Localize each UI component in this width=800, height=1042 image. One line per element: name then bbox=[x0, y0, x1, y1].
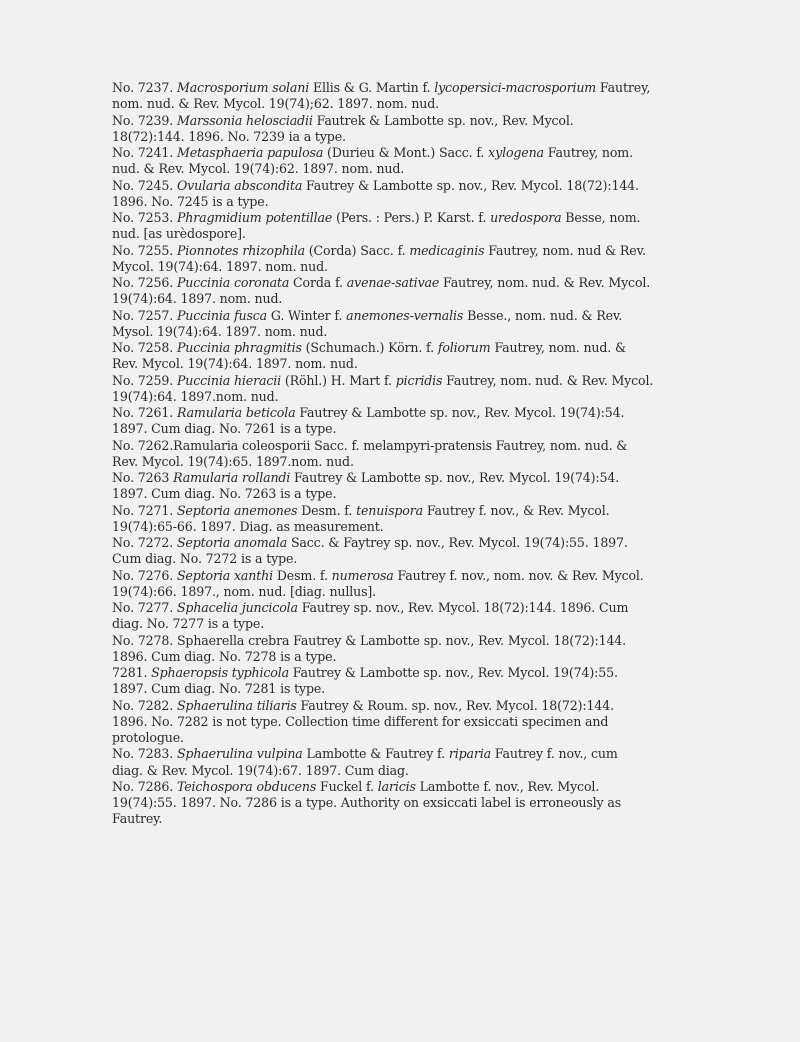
catalog-entry bbox=[112, 80, 712, 113]
entry-text: 19(74):55. 1897. No. 7286 is a type. Authority on exsiccati label is erroneously as bbox=[112, 795, 622, 810]
catalog-entry bbox=[112, 600, 712, 633]
entry-text: Desm. f. bbox=[297, 502, 357, 518]
entry-text: Fautrey & Lambotte sp. nov., Rev. Mycol. 19(74):54. bbox=[290, 470, 620, 485]
taxon-name: lycopersici-macrosporium bbox=[434, 80, 597, 95]
entry-text: Fautrey, nom. nud. & Rev. Mycol. bbox=[442, 372, 654, 388]
taxon-name: Puccinia hieracii bbox=[176, 372, 282, 388]
entry-text: Mysol. 19(74):64. 1897. nom. nud. bbox=[112, 323, 328, 339]
entry-text: No. 7259. bbox=[112, 372, 177, 388]
entry-text: 19(74):66. 1897., nom. nud. [diag. nullus]. bbox=[112, 583, 377, 599]
taxon-name: xylogena bbox=[488, 145, 544, 160]
entry-text: No. 7278. Sphaerella crebra Fautrey & Lambotte sp. nov., Rev. Mycol. 18(72):144. bbox=[112, 632, 627, 648]
entry-text: 1896. Cum diag. No. 7278 is a type. bbox=[112, 648, 337, 664]
entry-text: Fautrey & Lambotte sp. nov., Rev. Mycol. 19(74):55. bbox=[288, 665, 618, 680]
entry-text: 19(74):65-66. 1897. Diag. as measurement. bbox=[112, 518, 384, 534]
entry-text: Fautrek & Lambotte sp. nov., Rev. Mycol. bbox=[312, 112, 574, 128]
entry-text: Rev. Mycol. 19(74):65. 1897.nom. nud. bbox=[112, 453, 354, 469]
entry-text: No. 7245. bbox=[112, 177, 177, 193]
entry-text: 1897. Cum diag. No. 7261 is a type. bbox=[112, 421, 337, 437]
taxon-name: Septoria anemones bbox=[176, 502, 298, 518]
entry-text: Fautrey f. nov., cum bbox=[490, 746, 618, 762]
entry-text: Fautrey & Roum. sp. nov., Rev. Mycol. 18(72):144. bbox=[296, 697, 614, 713]
entry-text: (Durieu & Mont.) Sacc. f. bbox=[323, 145, 489, 160]
entry-text: No. 7239. bbox=[112, 112, 177, 128]
entry-text: Lambotte & Fautrey f. bbox=[302, 746, 449, 762]
catalog-entry bbox=[112, 779, 712, 828]
entry-text: Fautrey f. nov., nom. nov. & Rev. Mycol. bbox=[393, 567, 644, 583]
taxon-name: Metasphaeria papulosa bbox=[176, 145, 324, 160]
taxon-name: tenuispora bbox=[356, 502, 423, 518]
entry-text: Fautrey, nom. nud. & Rev. Mycol. bbox=[439, 275, 651, 290]
taxon-name: Sphaerulina tiliaris bbox=[176, 697, 297, 713]
catalog-entry bbox=[112, 568, 712, 601]
entry-text: No. 7241. bbox=[112, 145, 177, 160]
taxon-name: Macrosporium solani bbox=[176, 80, 310, 95]
entry-text: Fautrey sp. nov., Rev. Mycol. 18(72):144. 1896. Cum bbox=[297, 600, 629, 615]
entry-text: Fautrey & Lambotte sp. nov., Rev. Mycol. 18(72):144. bbox=[302, 177, 639, 193]
taxon-name: Sphacelia juncicola bbox=[176, 600, 298, 615]
entry-text: No. 7262.Ramularia coleosporii Sacc. f. melampyri-pratensis Fautrey, nom. nud. & bbox=[112, 437, 628, 453]
taxon-name: Puccinia phragmitis bbox=[176, 340, 302, 355]
entry-text: G. Winter f. bbox=[267, 307, 347, 323]
catalog-entry bbox=[112, 698, 712, 747]
taxon-name: anemones-vernalis bbox=[346, 307, 464, 323]
catalog-entry bbox=[112, 405, 712, 438]
catalog-entry bbox=[112, 243, 712, 276]
entry-text: No. 7276. bbox=[112, 567, 177, 583]
catalog-entry bbox=[112, 503, 712, 536]
entry-text: Mycol. 19(74):64. 1897. nom. nud. bbox=[112, 258, 328, 274]
entry-text: No. 7272. bbox=[112, 535, 177, 550]
catalog-entry bbox=[112, 665, 712, 698]
catalog-entry bbox=[112, 275, 712, 308]
taxon-name: numerosa bbox=[331, 567, 394, 583]
entry-text: Fautrey & Lambotte sp. nov., Rev. Mycol. 19(74):54. bbox=[295, 405, 625, 420]
entry-text: No. 7253. bbox=[112, 210, 177, 225]
entry-text: (Schumach.) Körn. f. bbox=[301, 340, 438, 355]
entry-text: Besse., nom. nud. & Rev. bbox=[463, 307, 623, 323]
entry-text: No. 7271. bbox=[112, 502, 177, 518]
taxon-name: Sphaeropsis typhicola bbox=[151, 665, 289, 680]
entry-text: Lambotte f. nov., Rev. Mycol. bbox=[415, 778, 600, 794]
entry-text: 7281. bbox=[112, 665, 152, 680]
catalog-entry bbox=[112, 308, 712, 341]
entry-text: No. 7286. bbox=[112, 778, 177, 794]
entry-text: No. 7263 bbox=[112, 470, 174, 485]
taxon-name: avenae-sativae bbox=[346, 275, 440, 290]
taxon-name: Ramularia rollandi bbox=[173, 470, 291, 485]
entry-text: Corda f. bbox=[289, 275, 347, 290]
entry-text: No. 7257. bbox=[112, 307, 177, 323]
catalog-entry bbox=[112, 145, 712, 178]
taxon-name: Sphaerulina vulpina bbox=[176, 746, 303, 762]
entry-text: No. 7277. bbox=[112, 600, 177, 615]
entry-text: diag. & Rev. Mycol. 19(74):67. 1897. Cum diag. bbox=[112, 762, 409, 778]
entry-text: No. 7283. bbox=[112, 746, 177, 762]
entry-text: No. 7261. bbox=[112, 405, 177, 420]
catalog-entry bbox=[112, 373, 712, 406]
entry-text: nom. nud. & Rev. Mycol. 19(74);62. 1897. nom. nud. bbox=[112, 96, 440, 112]
taxon-name: Ramularia beticola bbox=[176, 405, 296, 420]
entry-text: (Pers. : Pers.) P. Karst. f. bbox=[332, 210, 491, 225]
entry-text: No. 7255. bbox=[112, 242, 177, 258]
taxon-name: medicaginis bbox=[409, 242, 485, 258]
entry-text: Rev. Mycol. 19(74):64. 1897. nom. nud. bbox=[112, 356, 358, 372]
entry-text: 19(74):64. 1897. nom. nud. bbox=[112, 291, 283, 307]
entry-text: (Röhl.) H. Mart f. bbox=[281, 372, 396, 388]
entry-text: Fautrey, nom. bbox=[543, 145, 633, 160]
catalog-entry bbox=[112, 535, 712, 568]
entry-text: Fautrey, bbox=[596, 80, 651, 95]
entry-text: 18(72):144. 1896. No. 7239 ia a type. bbox=[112, 128, 346, 144]
taxon-name: foliorum bbox=[437, 340, 491, 355]
entry-text: 1897. Cum diag. No. 7281 is type. bbox=[112, 681, 326, 697]
taxon-name: riparia bbox=[448, 746, 491, 762]
taxon-name: Puccinia fusca bbox=[176, 307, 268, 323]
entry-text: nud. & Rev. Mycol. 19(74):62. 1897. nom. nud. bbox=[112, 161, 405, 177]
catalog-entry bbox=[112, 633, 712, 666]
taxon-name: picridis bbox=[395, 372, 443, 388]
entry-text: nud. [as urèdospore]. bbox=[112, 226, 246, 242]
entry-text: No. 7258. bbox=[112, 340, 177, 355]
document-page bbox=[112, 80, 712, 828]
entry-text: diag. No. 7277 is a type. bbox=[112, 616, 265, 632]
taxon-name: Ovularia abscondita bbox=[176, 177, 303, 193]
entry-text: 1897. Cum diag. No. 7263 is a type. bbox=[112, 486, 337, 502]
taxon-name: laricis bbox=[377, 778, 416, 794]
entry-text: 1896. No. 7282 is not type. Collection time different for exsiccati specimen and bbox=[112, 713, 609, 729]
entry-text: Fuckel f. bbox=[316, 778, 378, 794]
catalog-entry bbox=[112, 746, 712, 779]
entry-text: No. 7282. bbox=[112, 697, 177, 713]
catalog-entry bbox=[112, 340, 712, 373]
taxon-name: Teichospora obducens bbox=[176, 778, 317, 794]
entry-text: Sacc. & Faytrey sp. nov., Rev. Mycol. 19(74):55. 1897. bbox=[287, 535, 628, 550]
taxon-name: uredospora bbox=[490, 210, 562, 225]
entry-text: Fautrey f. nov., & Rev. Mycol. bbox=[422, 502, 610, 518]
entry-text: Besse, nom. bbox=[561, 210, 641, 225]
taxon-name: Puccinia coronata bbox=[176, 275, 290, 290]
catalog-entry bbox=[112, 178, 712, 211]
entry-text: No. 7237. bbox=[112, 80, 177, 95]
catalog-entry bbox=[112, 113, 712, 146]
taxon-name: Marssonia helosciadii bbox=[176, 112, 313, 128]
entry-text: 19(74):64. 1897.nom. nud. bbox=[112, 388, 279, 404]
entry-text: Cum diag. No. 7272 is a type. bbox=[112, 551, 298, 567]
taxon-name: Pionnotes rhizophila bbox=[176, 242, 305, 258]
entry-text: No. 7256. bbox=[112, 275, 177, 290]
entry-text: Desm. f. bbox=[272, 567, 332, 583]
entry-text: Fautrey, nom. nud. & bbox=[490, 340, 627, 355]
taxon-name: Septoria xanthi bbox=[176, 567, 273, 583]
entry-text: Ellis & G. Martin f. bbox=[309, 80, 435, 95]
entry-text: Fautrey. bbox=[112, 811, 163, 827]
catalog-entry bbox=[112, 438, 712, 471]
entry-text: protologue. bbox=[112, 730, 184, 745]
catalog-entry bbox=[112, 470, 712, 503]
entry-text: Fautrey, nom. nud & Rev. bbox=[484, 242, 646, 258]
catalog-entry bbox=[112, 210, 712, 243]
entry-text: 1896. No. 7245 is a type. bbox=[112, 193, 269, 209]
taxon-name: Phragmidium potentillae bbox=[176, 210, 333, 225]
entry-text: (Corda) Sacc. f. bbox=[304, 242, 410, 258]
taxon-name: Septoria anomala bbox=[176, 535, 288, 550]
